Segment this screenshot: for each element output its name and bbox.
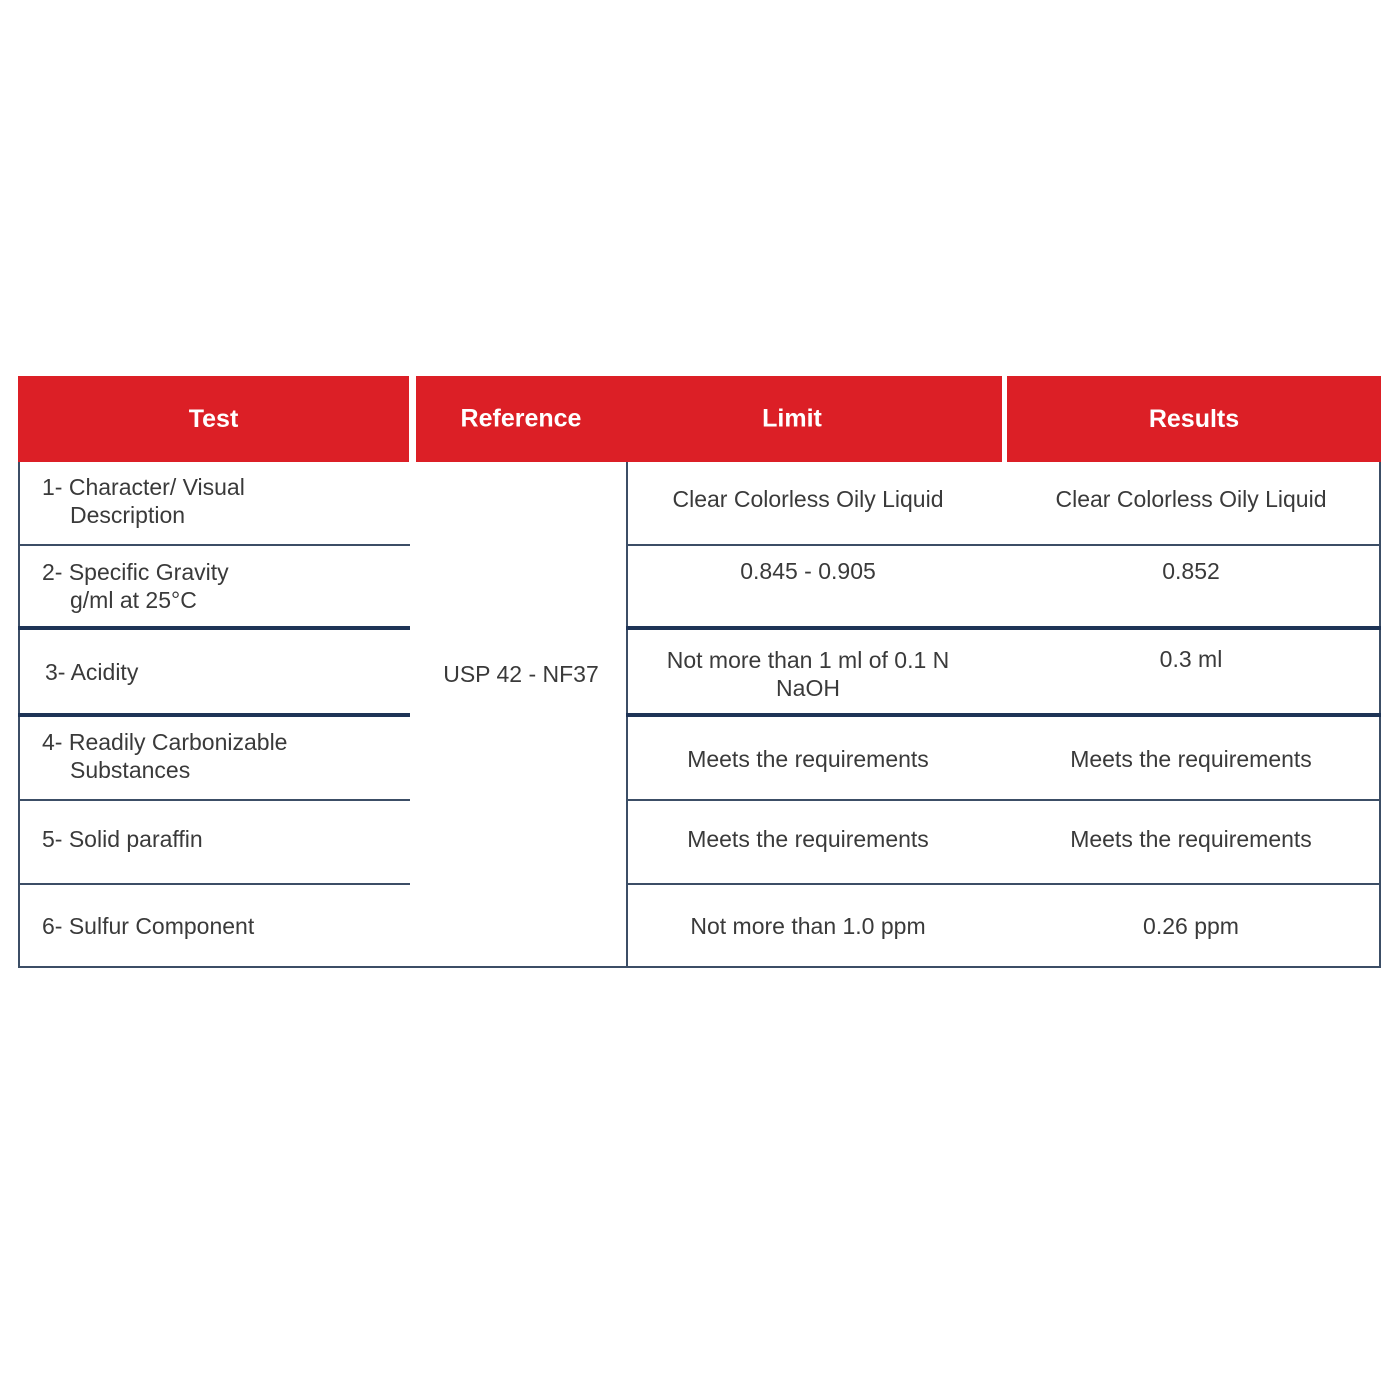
test-cell-2 [42,558,402,614]
test-name-continued: Substances [70,757,191,783]
test-cell-5 [42,825,402,853]
limit-cell-2: 0.845 - 0.905 [740,558,876,584]
result-cell-4: Meets the requirements [1070,746,1312,772]
test-name-continued: g/ml at 25°C [70,587,197,613]
test-name: 1- Character/ Visual [42,474,245,500]
row-divider [626,544,1381,546]
row-divider [18,883,410,885]
reference-cell: USP 42 - NF37 [443,661,599,687]
header-test-label: Test [188,404,239,433]
row-divider [18,544,410,546]
test-name-continued: Description [70,502,186,528]
test-name: 6- Sulfur Component [42,913,255,939]
header-results [1007,376,1381,462]
limit-cell-5: Meets the requirements [687,826,929,852]
row-divider [626,799,1381,801]
table-bottom-border [408,966,1381,968]
row-divider [18,713,410,717]
row-divider [18,799,410,801]
test-cell-3 [45,658,405,686]
row-divider [626,883,1381,885]
test-name: 3- Acidity [45,659,139,685]
specification-table [18,376,1381,968]
test-cell-1 [42,473,402,529]
result-cell-1: Clear Colorless Oily Liquid [1055,486,1327,512]
row-divider [18,966,410,968]
header-results-label: Results [1148,404,1240,433]
result-cell-2: 0.852 [1162,558,1220,584]
row-divider [626,626,1381,630]
limit-cell-1: Clear Colorless Oily Liquid [672,486,944,512]
result-cell-6: 0.26 ppm [1143,913,1239,939]
row-divider [626,713,1381,717]
header-limit-label: Limit [762,404,822,433]
result-cell-3: 0.3 ml [1159,646,1223,672]
test-name: 5- Solid paraffin [42,826,203,852]
test-name: 4- Readily Carbonizable [42,729,288,755]
test-cell-6 [42,912,402,940]
test-cell-4 [42,728,402,784]
limit-cell-3 [628,646,988,702]
header-test [18,376,409,462]
result-cell-5: Meets the requirements [1070,826,1312,852]
limit-text-continued: NaOH [776,675,840,701]
row-divider [18,626,410,630]
test-name: 2- Specific Gravity [42,559,229,585]
limit-cell-6: Not more than 1.0 ppm [690,913,926,939]
header-reference-label: Reference [460,404,582,433]
header-reference-limit [416,376,1002,462]
limit-cell-4: Meets the requirements [687,746,929,772]
limit-text: Not more than 1 ml of 0.1 N [666,647,950,673]
